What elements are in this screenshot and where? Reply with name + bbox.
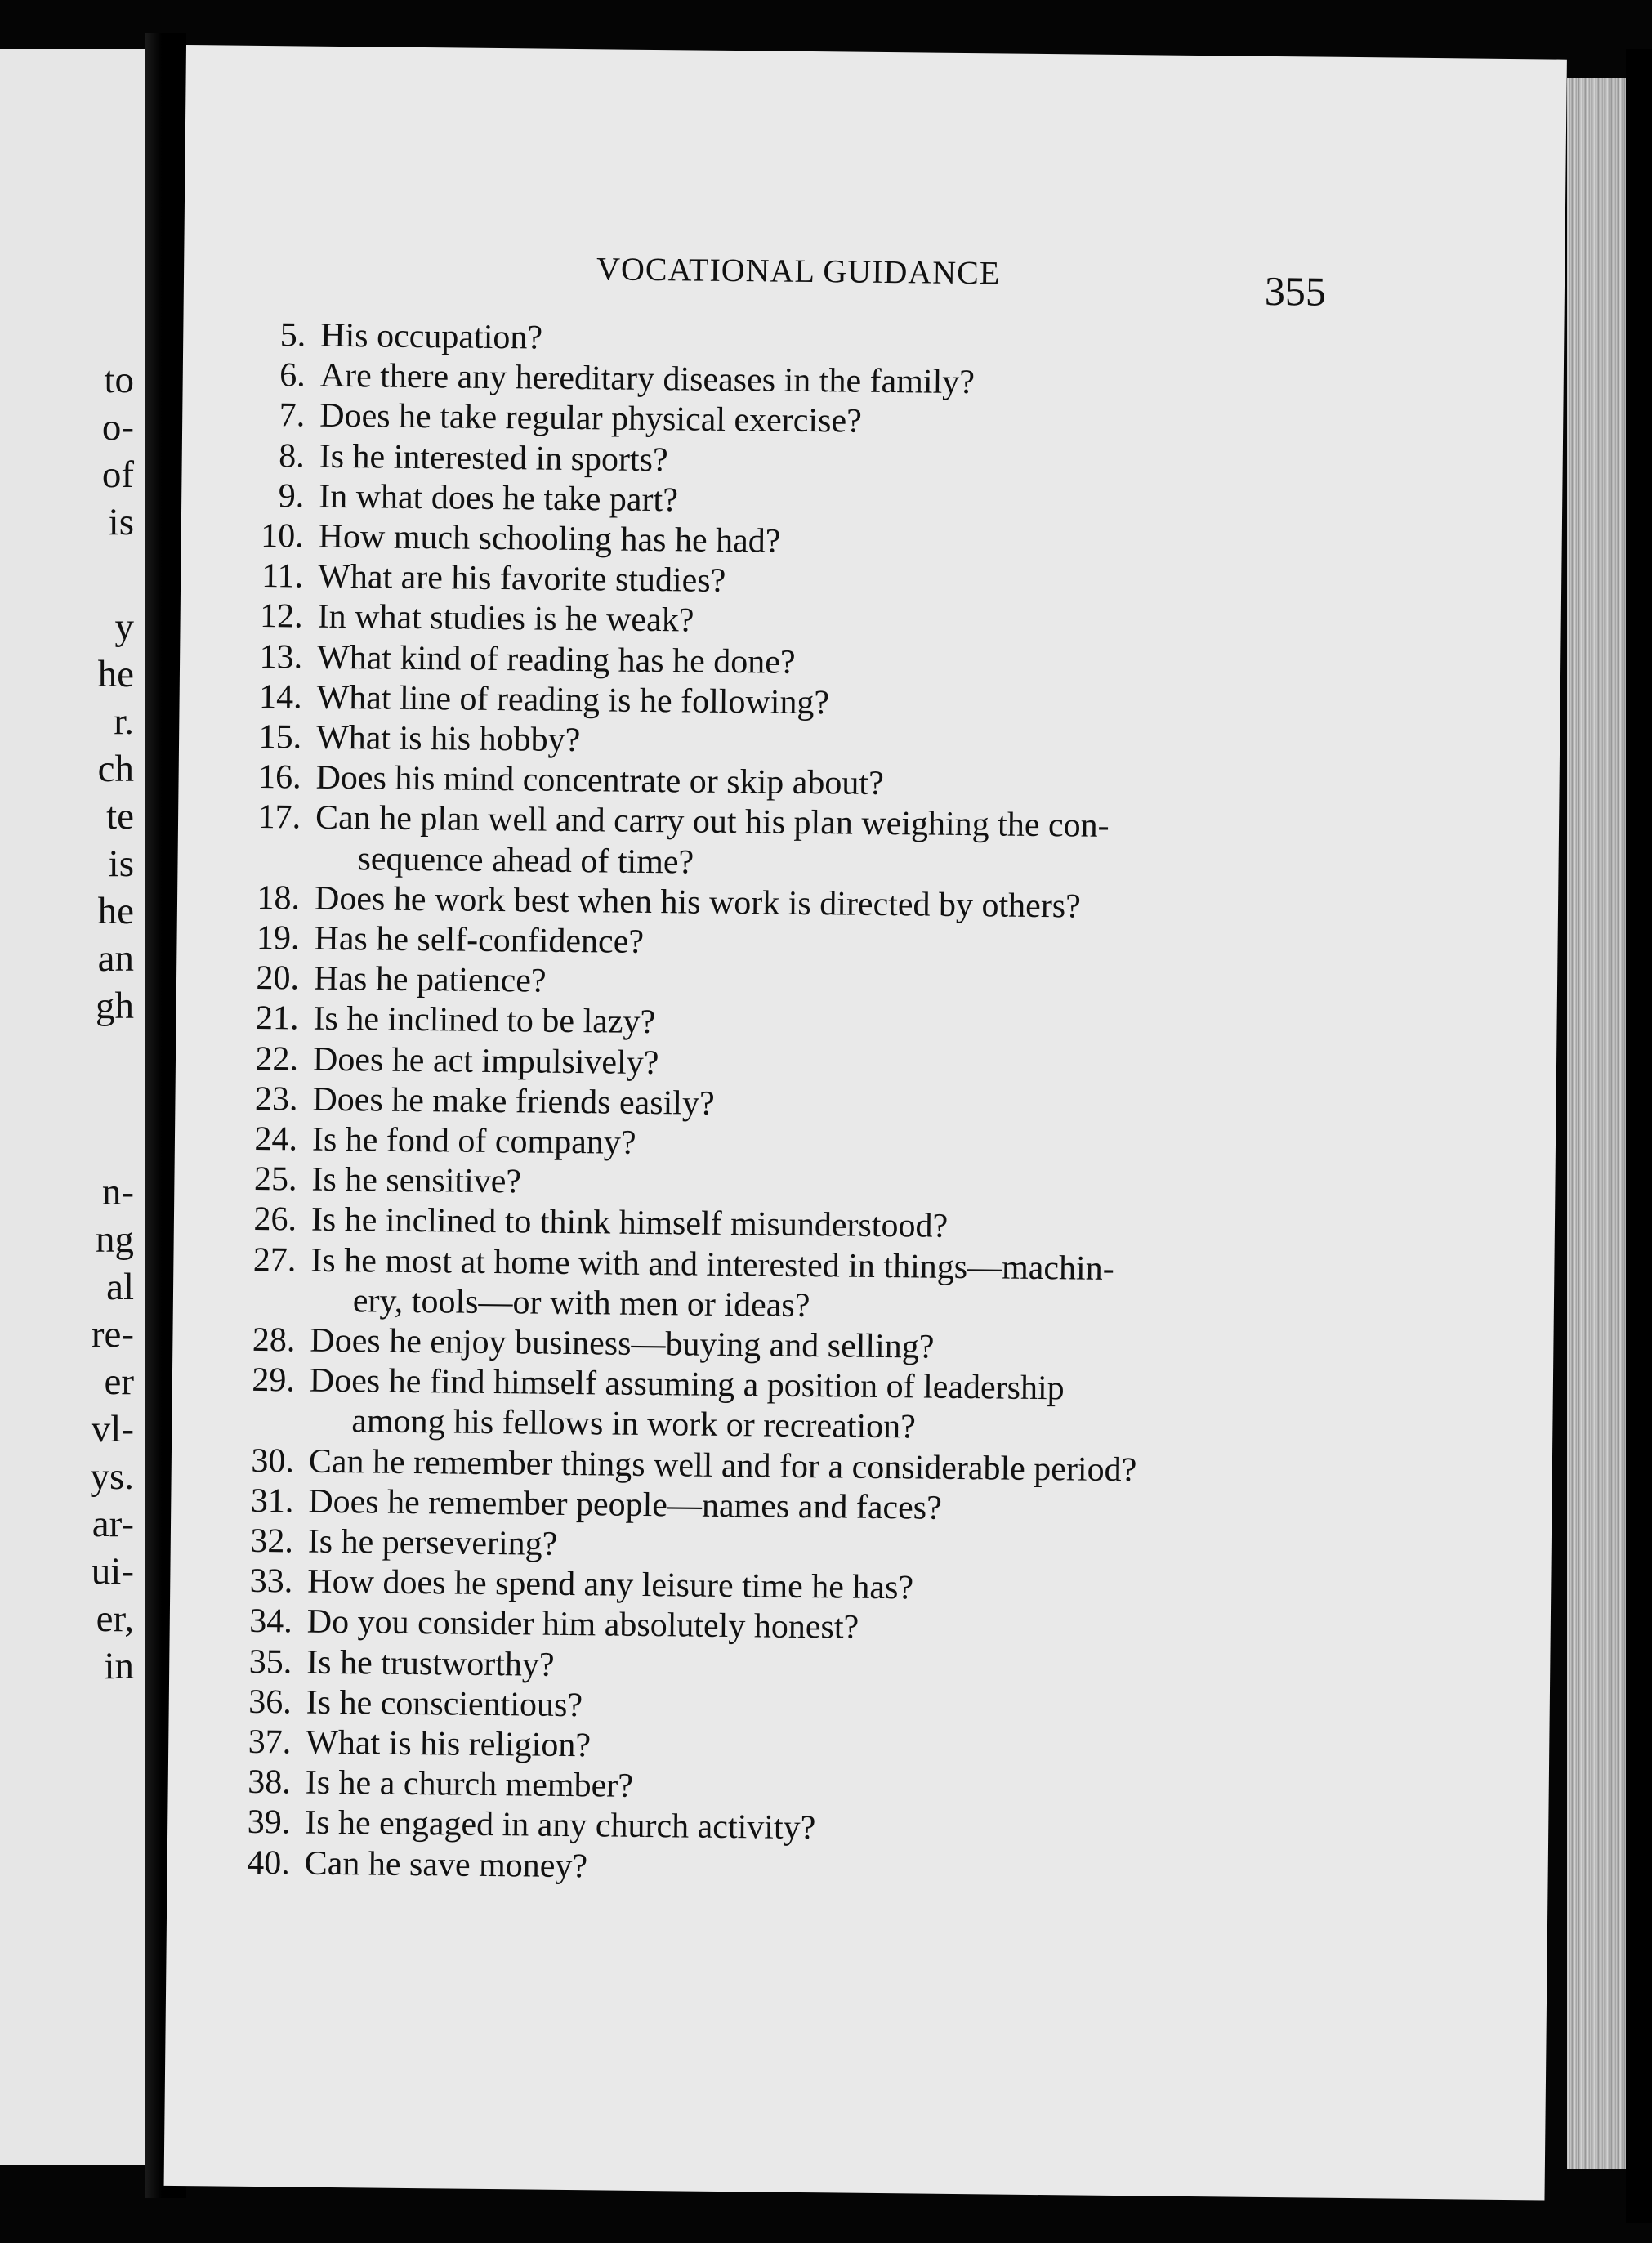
question-text: Is he conscientious? xyxy=(306,1683,583,1724)
question-text: Does he take regular physical exercise? xyxy=(319,397,862,441)
question-text: Does he work best when his work is directed by others? xyxy=(314,879,1082,926)
question-number: 19. xyxy=(256,918,300,958)
left-page-fragment: is xyxy=(108,501,134,543)
question-item xyxy=(176,1039,1319,1082)
left-page-fragment: he xyxy=(97,653,134,695)
left-page-fragment: o- xyxy=(101,406,134,449)
question-number: 26. xyxy=(253,1200,297,1239)
question-number: 36. xyxy=(248,1682,292,1722)
question-text: How much schooling has he had? xyxy=(318,517,781,561)
left-page-fragment: ar- xyxy=(92,1503,134,1545)
left-page-fragment: n- xyxy=(101,1171,134,1213)
question-text: What kind of reading has he done? xyxy=(316,638,796,681)
question-continuation-text: ery, tools—or with men or ideas? xyxy=(352,1282,810,1325)
question-number: 18. xyxy=(257,878,301,918)
question-text: Are there any hereditary diseases in the family? xyxy=(319,356,976,402)
page-number: 355 xyxy=(1264,267,1327,315)
question-number: 37. xyxy=(248,1722,292,1762)
question-number: 6. xyxy=(279,356,306,395)
question-number: 7. xyxy=(279,396,306,435)
question-continuation-text: among his fellows in work or recreation? xyxy=(351,1402,917,1446)
left-page-fragment: is xyxy=(108,842,134,885)
question-item xyxy=(184,315,1328,357)
left-page-fragment: r. xyxy=(114,700,134,743)
question-number: 29. xyxy=(252,1361,296,1400)
question-number: 20. xyxy=(256,959,300,998)
question-number: 40. xyxy=(246,1843,290,1883)
question-number: 23. xyxy=(254,1079,298,1119)
question-item xyxy=(175,1119,1319,1162)
question-text: How does he spend any leisure time he has? xyxy=(307,1562,914,1607)
question-number: 14. xyxy=(258,677,302,717)
question-item xyxy=(177,878,1321,926)
question-number: 31. xyxy=(250,1481,294,1521)
left-page-fragment: to xyxy=(104,359,134,401)
question-text: Can he save money? xyxy=(304,1844,588,1885)
question-number: 16. xyxy=(257,758,301,797)
question-item xyxy=(183,355,1327,402)
question-number: 30. xyxy=(251,1441,295,1481)
question-text: What are his favorite studies? xyxy=(317,557,726,601)
left-page-fragment: er, xyxy=(96,1597,134,1640)
question-number: 25. xyxy=(253,1160,297,1199)
question-item xyxy=(171,1561,1315,1607)
left-page-fragment: of xyxy=(101,454,134,496)
question-text: Is he persevering? xyxy=(307,1522,558,1563)
question-text: Does he remember people—names and faces? xyxy=(308,1482,943,1527)
question-number: 27. xyxy=(252,1240,297,1280)
question-item xyxy=(168,1762,1312,1806)
left-page-fragment: er xyxy=(104,1361,134,1403)
question-text: Does he enjoy business—buying and selling? xyxy=(310,1321,935,1366)
left-page xyxy=(0,49,145,2165)
question-item xyxy=(179,757,1323,803)
left-page-fragment: in xyxy=(104,1645,134,1687)
question-item xyxy=(174,1199,1318,1246)
question-number: 5. xyxy=(279,316,306,355)
question-text: Is he sensitive? xyxy=(311,1160,522,1201)
question-number: 13. xyxy=(259,637,303,677)
question-text: Does he act impulsively? xyxy=(312,1040,659,1082)
left-page-fragment: ys. xyxy=(90,1455,134,1498)
running-title: VOCATIONAL GUIDANCE xyxy=(596,250,1001,292)
left-page-fragment: he xyxy=(97,890,134,932)
question-text: Has he patience? xyxy=(313,959,547,1000)
question-number: 33. xyxy=(249,1562,293,1601)
question-number: 28. xyxy=(252,1320,296,1360)
question-text: What is his religion? xyxy=(306,1723,592,1765)
question-text: Is he most at home with and interested in things—machin- xyxy=(310,1241,1114,1288)
question-text: What line of reading is he following? xyxy=(316,678,830,722)
question-item xyxy=(176,958,1320,1000)
question-text: Is he a church member? xyxy=(305,1763,634,1806)
question-number: 38. xyxy=(247,1763,291,1802)
question-number: 32. xyxy=(250,1521,294,1561)
question-item xyxy=(175,1159,1319,1201)
question-continuation-text: sequence ahead of time? xyxy=(357,839,694,882)
question-number: 9. xyxy=(278,477,305,516)
left-page-fragment: ch xyxy=(97,748,134,790)
question-item xyxy=(176,998,1320,1042)
question-text: His occupation? xyxy=(320,316,543,357)
left-page-fragment: re- xyxy=(91,1313,134,1356)
question-text: Is he trustworthy? xyxy=(306,1643,555,1684)
question-text: Is he fond of company? xyxy=(311,1120,636,1162)
question-number: 11. xyxy=(261,557,304,596)
question-text: Does he make friends easily? xyxy=(312,1080,715,1123)
question-number: 24. xyxy=(254,1119,298,1159)
left-page-fragment: te xyxy=(106,795,134,838)
question-item xyxy=(176,1079,1319,1123)
question-text: Has he self-confidence? xyxy=(314,919,645,961)
question-number: 22. xyxy=(255,1039,299,1079)
question-text: Can he remember things well and for a considerable period? xyxy=(308,1442,1137,1489)
question-number: 12. xyxy=(259,597,303,636)
question-text: In what does he take part? xyxy=(318,477,679,520)
left-page-fragment: al xyxy=(106,1266,134,1308)
question-text: Does he find himself assuming a position of leadership xyxy=(309,1361,1065,1408)
right-page xyxy=(164,45,1567,2201)
question-text: Is he interested in sports? xyxy=(319,437,668,479)
question-text: What is his hobby? xyxy=(315,718,581,760)
question-number: 21. xyxy=(255,999,299,1038)
question-number: 39. xyxy=(247,1803,291,1842)
question-number: 15. xyxy=(258,717,302,757)
question-text: Is he inclined to be lazy? xyxy=(313,1000,656,1042)
question-text: In what studies is he weak? xyxy=(317,598,694,640)
question-item xyxy=(169,1722,1313,1765)
question-item xyxy=(169,1682,1313,1724)
scan-border xyxy=(1626,49,1652,2223)
left-page-fragment: ui- xyxy=(91,1550,134,1593)
question-number: 17. xyxy=(257,798,301,837)
question-item xyxy=(181,596,1324,640)
question-list xyxy=(164,45,1567,2201)
question-text: Does his mind concentrate or skip about? xyxy=(315,758,884,803)
question-item xyxy=(181,516,1325,561)
question-number: 34. xyxy=(249,1602,293,1641)
question-number: 35. xyxy=(248,1642,292,1682)
question-item xyxy=(181,476,1325,520)
left-page-fragment: an xyxy=(97,937,134,980)
left-page-fragment: gh xyxy=(96,985,134,1027)
left-page-fragment: vl- xyxy=(91,1408,134,1450)
left-page-fragment: y xyxy=(114,605,134,648)
question-text: Is he inclined to think himself misunderstood? xyxy=(310,1201,949,1246)
page-edges xyxy=(1567,78,1626,2169)
left-page-fragment: ng xyxy=(96,1218,134,1261)
question-text: Do you consider him absolutely honest? xyxy=(306,1603,859,1647)
question-number: 8. xyxy=(279,436,305,476)
question-text: Is he engaged in any church activity? xyxy=(304,1804,816,1848)
question-item xyxy=(167,1802,1311,1848)
question-text: Can he plan well and carry out his plan weighing the con- xyxy=(315,799,1110,846)
question-item xyxy=(180,637,1324,681)
question-number: 10. xyxy=(260,516,304,556)
